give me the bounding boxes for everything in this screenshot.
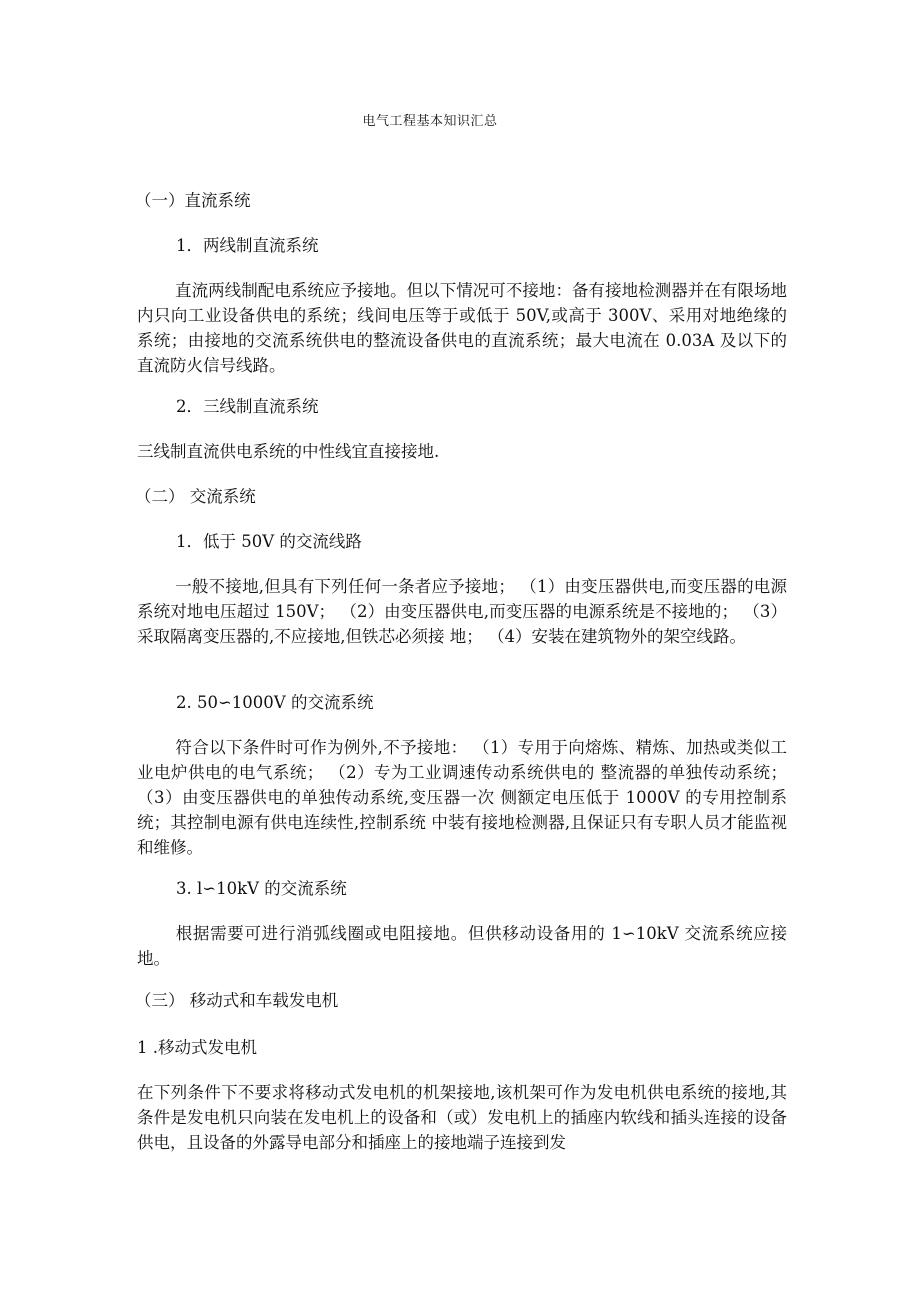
section-heading-dc: （一）直流系统 <box>135 191 251 210</box>
subsection-two-wire-dc: 1．两线制直流系统 <box>176 236 319 255</box>
paragraph-50-1000v-text: 符合以下条件时可作为例外,不予接地： （1）专用于向熔炼、精炼、加热或类似工业电炉供电的电气系统； （2）专为工业调速传动系统供电的 整流器的单独传动系统； （3）由变压器供电的单独传动系统,变压器一次 侧额定电压低于 1000V 的专用控制系统；其控制电源有供电连续性,控制系统 中装有接地检测器,且保证只有专职人员才能监视和维修。 <box>137 738 787 857</box>
subsection-mobile-generator: 1 .移动式发电机 <box>137 1038 257 1057</box>
paragraph-two-wire-dc-text: 直流两线制配电系统应予接地。但以下情况可不接地：备有接地检测器并在有限场地内只向工业设备供电的系统；线间电压等于或低于 50V,或高于 300V、采用对地绝缘的系统；由接地的交流系统供电的整流设备供电的直流系统；最大电流在 0.03A 及以下的直流防火信号线路。 <box>137 281 787 375</box>
paragraph-below-50v <box>137 574 787 649</box>
paragraph-below-50v-text: 一般不接地,但具有下列任何一条者应予接地； （1）由变压器供电,而变压器的电源系统对地电压超过 150V； （2）由变压器供电,而变压器的电源系统是不接地的； （3）采取隔离变压器的,不应接地,但铁芯必须接 地； （4）安装在建筑物外的架空线路。 <box>137 577 787 646</box>
subsection-below-50v: 1．低于 50V 的交流线路 <box>176 532 362 551</box>
paragraph-three-wire-dc: 三线制直流供电系统的中性线宜直接接地. <box>137 442 440 461</box>
paragraph-1-10kv-text: 根据需要可进行消弧线圈或电阻接地。但供移动设备用的 1∽10kV 交流系统应接地。 <box>137 924 787 968</box>
paragraph-1-10kv <box>137 921 787 971</box>
paragraph-mobile-generator: 在下列条件下不要求将移动式发电机的机架接地,该机架可作为发电机供电系统的接地,其条件是发电机只向装在发电机上的设备和（或）发电机上的插座内软线和插头连接的设备供电，且设备的外露导电部分和插座上的接地端子连接到发 <box>137 1083 787 1152</box>
subsection-50-1000v: 2. 50∽1000V 的交流系统 <box>176 693 374 712</box>
subsection-three-wire-dc: 2．三线制直流系统 <box>176 397 319 416</box>
section-heading-mobile-generator: （三） 移动式和车载发电机 <box>135 991 339 1010</box>
paragraph-two-wire-dc <box>137 278 787 378</box>
section-heading-ac: （二） 交流系统 <box>135 487 256 506</box>
document-title: 电气工程基本知识汇总 <box>362 114 498 129</box>
subsection-1-10kv: 3. l∽10kV 的交流系统 <box>176 879 347 898</box>
paragraph-50-1000v <box>137 735 787 860</box>
